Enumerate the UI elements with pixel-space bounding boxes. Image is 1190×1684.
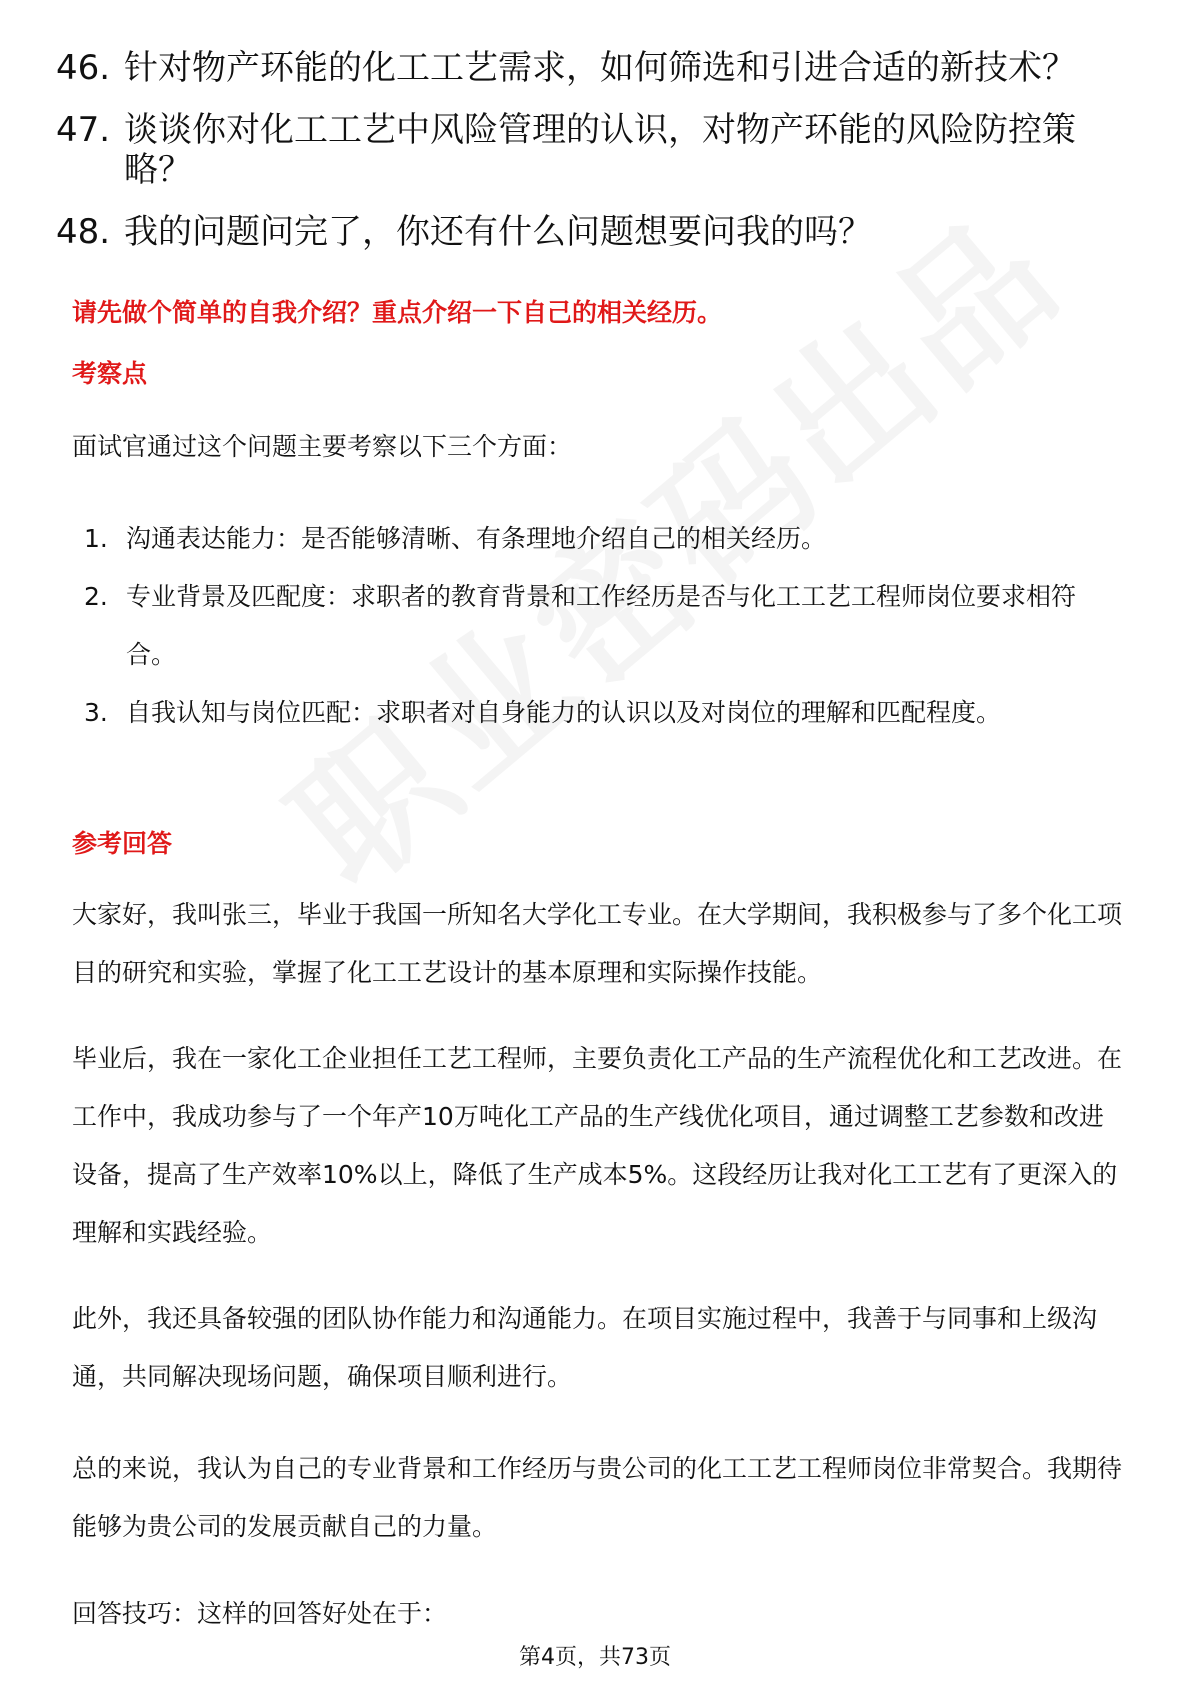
- exam-points-heading: 考察点: [72, 359, 148, 388]
- answer-paragraph: 毕业后，我在一家化工企业担任工艺工程师，主要负责化工产品的生产流程优化和工艺改进。在工作中，我成功参与了一个年产10万吨化工产品的生产线优化项目，通过调整工艺参数和改进设备，提高了生产效率10%以上，降低了生产成本5%。这段经历让我对化工工艺有了更深入的理解和实践经验。: [72, 1044, 1123, 1247]
- list-item: [84, 510, 1124, 568]
- list-item: [56, 212, 1116, 252]
- answer-paragraph: 此外，我还具备较强的团队协作能力和沟通能力。在项目实施过程中，我善于与同事和上级沟通，共同解决现场问题，确保项目顺利进行。: [72, 1304, 1098, 1391]
- question-text: 谈谈你对化工工艺中风险管理的认识，对物产环能的风险防控策略？: [124, 110, 1076, 190]
- item-number: 3.: [84, 698, 108, 727]
- question-text: 针对物产环能的化工工艺需求，如何筛选和引进合适的新技术？: [124, 48, 1076, 88]
- item-number: 1.: [84, 524, 108, 553]
- question-text: 我的问题问完了，你还有什么问题想要问我的吗？: [124, 212, 872, 252]
- list-item: [84, 684, 1124, 742]
- item-number: 2.: [84, 582, 108, 611]
- page-footer: 第4页，共73页: [519, 1645, 671, 1670]
- list-item: [56, 110, 1116, 190]
- exam-intro: 面试官通过这个问题主要考察以下三个方面：: [72, 432, 573, 461]
- list-item: [84, 568, 1124, 684]
- answer-paragraph: 大家好，我叫张三，毕业于我国一所知名大学化工专业。在大学期间，我积极参与了多个化工项目的研究和实验，掌握了化工工艺设计的基本原理和实际操作技能。: [72, 900, 1123, 987]
- question-number: 47.: [56, 110, 111, 150]
- item-text: 专业背景及匹配度：求职者的教育背景和工作经历是否与化工工艺工程师岗位要求相符合。: [126, 582, 1077, 669]
- question-number: 48.: [56, 212, 111, 252]
- exam-points-list: [84, 510, 1124, 742]
- answer-paragraph: 总的来说，我认为自己的专业背景和工作经历与贵公司的化工工艺工程师岗位非常契合。我期待能够为贵公司的发展贡献自己的力量。: [72, 1454, 1123, 1541]
- question-list: [56, 48, 1116, 274]
- question-number: 46.: [56, 48, 111, 88]
- tips-line: 回答技巧：这样的回答好处在于：: [72, 1599, 448, 1628]
- item-text: 自我认知与岗位匹配：求职者对自身能力的认识以及对岗位的理解和匹配程度。: [126, 698, 1002, 727]
- list-item: [56, 48, 1116, 88]
- item-text: 沟通表达能力：是否能够清晰、有条理地介绍自己的相关经历。: [126, 524, 827, 553]
- reference-answer-heading: 参考回答: [72, 829, 173, 858]
- question-heading: 请先做个简单的自我介绍？重点介绍一下自己的相关经历。: [72, 298, 723, 327]
